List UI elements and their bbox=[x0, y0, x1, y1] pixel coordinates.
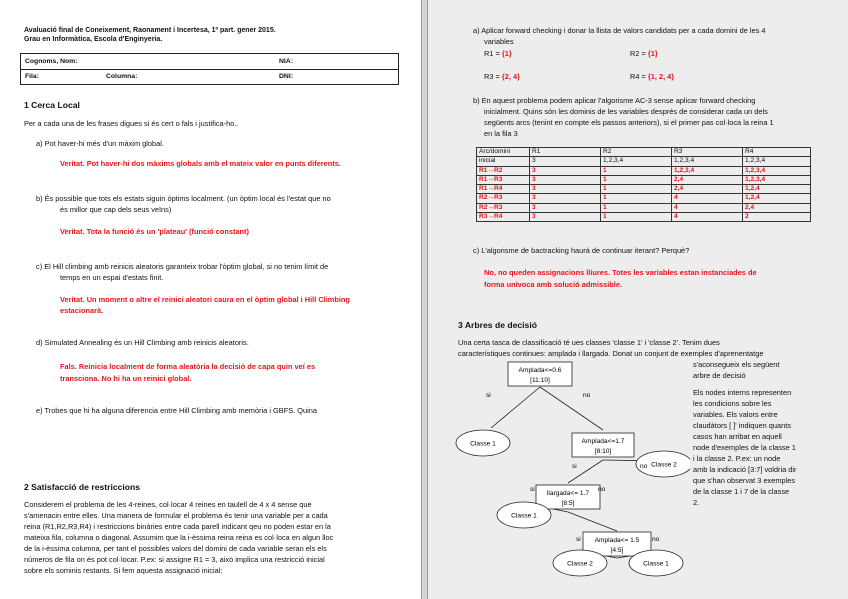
n3-condition: llargada<= 1.7 bbox=[546, 490, 590, 497]
edge-label-no: no bbox=[583, 392, 591, 399]
question-1c-line2: temps en un espai d'estats finit. bbox=[60, 273, 164, 282]
answer-1a: Veritat. Pot haver-hi dos màxims globals amb el mateix valor en punts diferents. bbox=[60, 159, 341, 168]
section3-intro-line4: arbre de decisió bbox=[693, 371, 746, 380]
r3-value: {2, 4} bbox=[501, 72, 520, 81]
r2-value: {1} bbox=[647, 49, 658, 58]
question-2b-line2: inicialment. Quins són les dominis de les variables després de considerar cada un dels bbox=[484, 107, 768, 116]
section2-line6: números de fila on és pot col·locar. P.ex: si assigne R1 = 3, això implica una restricció inicial bbox=[24, 555, 325, 564]
edge-label-yes: si bbox=[530, 486, 535, 493]
r2-domain bbox=[630, 49, 658, 59]
tree-desc-line: variables. Els valors entre bbox=[693, 410, 778, 419]
table-cell: inicial bbox=[477, 157, 530, 166]
ac3-table bbox=[476, 147, 811, 222]
exam-subtitle: Grau en Informàtica, Escola d'Enginyeria. bbox=[24, 36, 163, 43]
leaf5-label: Classe 1 bbox=[643, 560, 669, 568]
edge-label-no: no bbox=[598, 486, 606, 493]
edge-label-yes: si bbox=[572, 463, 577, 470]
box-divider bbox=[21, 69, 398, 70]
table-row bbox=[477, 175, 811, 184]
r3-label: R3 = bbox=[484, 72, 502, 81]
leaf1-label: Classe 1 bbox=[470, 440, 496, 448]
tree-desc-line: de la classe 1 i 7 de la classe bbox=[693, 487, 790, 496]
section1-intro: Per a cada una de les frases digues si és cert o fals i justifica-ho.. bbox=[24, 119, 239, 128]
table-cell: 3 bbox=[530, 194, 601, 203]
edge-label-no: no bbox=[652, 536, 660, 543]
table-cell: 2,4 bbox=[743, 203, 811, 212]
table-row bbox=[477, 185, 811, 194]
question-1b-line1: b) És possible que tots els estats siguin òptims localment. (un òptim local és l'estat que no bbox=[36, 194, 331, 203]
name-field-label: Cognoms, Nom: bbox=[25, 58, 78, 65]
tree-desc-line: node d'exemples de la classe 1 bbox=[693, 443, 796, 452]
table-header-cell: Arc/domini bbox=[477, 148, 530, 157]
root-counts: [11:10] bbox=[530, 377, 550, 384]
edge-n3-n4 bbox=[568, 512, 617, 531]
table-cell: 3 bbox=[530, 175, 601, 184]
table-cell: 1,2,3,4 bbox=[672, 166, 743, 175]
question-1c-line1: c) El Hill climbing amb reinicis aleatoris garanteix trobar l'òptim global, si no tenim límit de bbox=[36, 262, 329, 271]
n2-counts: [8:10] bbox=[594, 448, 612, 455]
n4-counts: [4:5] bbox=[610, 547, 624, 554]
question-2a-line1: a) Aplicar forward checking i donar la llista de valors candidats per a cada domini de les 4 bbox=[473, 26, 766, 35]
exam-title: Avaluació final de Coneixement, Raonament i Incertesa, 1º part. gener 2015. bbox=[24, 27, 276, 34]
table-cell: 1 bbox=[601, 166, 672, 175]
table-cell: 4 bbox=[672, 213, 743, 222]
section3-intro-line2: característiques continues: amplada i llargada. Donat un conjunt de exemples d'aprenentatge bbox=[458, 349, 764, 358]
tree-desc-line: amb la indicació [3:7] voldria dir bbox=[693, 465, 797, 474]
answer-1d-line1: Fals. Reinicia localment de forma aleatòria la decisió de capa quin veí es bbox=[60, 362, 316, 371]
question-2a-line2: variables bbox=[484, 37, 514, 46]
section2-line3: reina (R1,R2,R3,R4) i restriccions binàries entre cada parell indicant qeu no poden estar en la bbox=[24, 522, 331, 531]
table-cell: 2,4 bbox=[672, 185, 743, 194]
tree-desc-line: les condicions sobre les bbox=[693, 399, 772, 408]
table-row bbox=[477, 166, 811, 175]
question-2b-line3: següents arcs (tenint en compte els passos anteriors), si el primer pas col·loca la reina 1 bbox=[484, 118, 774, 127]
table-cell: 1 bbox=[601, 175, 672, 184]
left-page bbox=[0, 0, 421, 599]
leaf2-label: Classe 2 bbox=[651, 461, 677, 469]
table-cell: 1,2,3,4 bbox=[743, 175, 811, 184]
table-cell: 1 bbox=[601, 194, 672, 203]
tree-desc-line: 2. bbox=[693, 498, 700, 507]
table-cell: 4 bbox=[672, 194, 743, 203]
table-cell: 1,2,3,4 bbox=[601, 157, 672, 166]
table-cell: 1 bbox=[601, 213, 672, 222]
answer-1c-line2: estacionarà. bbox=[60, 306, 104, 315]
tree-desc-line: que s'han observat 3 exemples bbox=[693, 476, 796, 485]
row-field-label: Fila: bbox=[25, 73, 39, 80]
question-1b-line2: és millor que cap dels seus veïns) bbox=[60, 205, 172, 214]
section3-title: 3 Arbres de decisió bbox=[458, 320, 537, 330]
r1-value: {1} bbox=[501, 49, 512, 58]
r4-label: R4 = bbox=[630, 72, 648, 81]
section2-line5: de la i-èssima columna, per tant el possibles valors del domini de cada variable seran els els bbox=[24, 544, 327, 553]
column-field-label: Columna: bbox=[106, 73, 138, 80]
leaf3-label: Classe 1 bbox=[511, 512, 537, 520]
root-condition: Amplada<=0.6 bbox=[518, 367, 562, 374]
answer-2c-line1: No, no queden assignacions lliures. Totes les variables estan instanciades de bbox=[484, 268, 757, 277]
table-cell: 3 bbox=[530, 213, 601, 222]
edge-label-no: no bbox=[640, 463, 648, 470]
table-cell: 3 bbox=[530, 185, 601, 194]
table-cell: R2→R3 bbox=[477, 194, 530, 203]
table-cell: 1 bbox=[601, 203, 672, 212]
table-row bbox=[477, 194, 811, 203]
edge-root-leaf1 bbox=[491, 387, 540, 428]
table-cell: R1→R4 bbox=[477, 185, 530, 194]
table-cell: 1,2,3,4 bbox=[743, 157, 811, 166]
table-row bbox=[477, 203, 811, 212]
section2-line4: mateixa fila, columna o diagonal. Assumim que la i-èssima reina reina es col·loca en algun lloc bbox=[24, 533, 334, 542]
table-cell: 2 bbox=[743, 213, 811, 222]
edge-root-n2 bbox=[540, 387, 603, 430]
r1-label: R1 = bbox=[484, 49, 502, 58]
r2-label: R2 = bbox=[630, 49, 648, 58]
table-cell: 1,2,3,4 bbox=[743, 166, 811, 175]
question-1d: d) Simulated Annealing és un Hill Climbing amb reinicis aleatoris. bbox=[36, 338, 249, 347]
tree-desc-line: casos han arribat en aquell bbox=[693, 432, 782, 441]
n4-condition: Amplada<= 1.5 bbox=[594, 537, 640, 544]
table-cell: R2→R3 bbox=[477, 203, 530, 212]
n2-condition: Amplada<=1.7 bbox=[581, 438, 625, 445]
r4-domain bbox=[630, 72, 674, 82]
question-1a: a) Pot haver-hi més d'un màxim global. bbox=[36, 139, 164, 148]
section1-title: 1 Cerca Local bbox=[24, 100, 80, 110]
table-row bbox=[477, 157, 811, 166]
table-header-cell: R2 bbox=[601, 148, 672, 157]
table-header-cell: R1 bbox=[530, 148, 601, 157]
student-id-box bbox=[20, 53, 399, 85]
nia-field-label: NIA: bbox=[279, 58, 293, 65]
table-header-cell: R3 bbox=[672, 148, 743, 157]
section3-intro-line1: Una certa tasca de classificació té ues classes 'classe 1' i 'classe 2'. Tenim dues bbox=[458, 338, 720, 347]
table-cell: 3 bbox=[530, 166, 601, 175]
section2-line7: sobre els sominis restants. Si fem aquesta assignació inicial: bbox=[24, 566, 223, 575]
section2-line2: s'amenacin entre elles. Una manera de formular el problema és tenir una variable per a cada bbox=[24, 511, 328, 520]
table-cell: 1 bbox=[601, 185, 672, 194]
section2-title: 2 Satisfacció de restriccions bbox=[24, 482, 141, 492]
question-2b-line4: en la fila 3 bbox=[484, 129, 518, 138]
tree-desc-line: claudàtors [ ]' indiquen quants bbox=[693, 421, 791, 430]
table-row bbox=[477, 213, 811, 222]
question-1e: e) Trobes que hi ha alguna diferencia entre Hill Climbing amb memòria i GBFS. Quina bbox=[36, 406, 317, 415]
tree-desc-line: i la classe 2. P.ex: un node bbox=[693, 454, 781, 463]
page-gutter bbox=[421, 0, 428, 599]
n3-counts: [8:5] bbox=[561, 500, 575, 507]
r3-domain bbox=[484, 72, 520, 82]
edge-label-yes: si bbox=[576, 536, 581, 543]
table-cell: 3 bbox=[530, 157, 601, 166]
section2-line1: Considerem el problema de les 4-reines, col·locar 4 reines en taulell de 4 x 4 sense que bbox=[24, 500, 312, 509]
table-cell: 4 bbox=[672, 203, 743, 212]
decision-tree bbox=[440, 355, 690, 585]
r4-value: {1, 2, 4} bbox=[647, 72, 675, 81]
table-cell: 3 bbox=[530, 203, 601, 212]
leaf4-label: Classe 2 bbox=[567, 560, 593, 568]
answer-1d-line2: transciona. No hi ha un reinici global. bbox=[60, 374, 192, 383]
section3-intro-line3: s'aconsegueix els següent bbox=[693, 360, 780, 369]
answer-1b: Veritat. Tota la funció és un 'plateau' (funció constant) bbox=[60, 227, 249, 236]
table-cell: 1,2,4 bbox=[743, 194, 811, 203]
table-cell: 1,2,3,4 bbox=[672, 157, 743, 166]
tree-desc-line: Els nodes interns representen bbox=[693, 388, 792, 397]
dni-field-label: DNI: bbox=[279, 73, 293, 80]
answer-2c-line2: forma unívoca amb solució admissible. bbox=[484, 280, 622, 289]
table-cell: 1,2,4 bbox=[743, 185, 811, 194]
table-cell: R3→R4 bbox=[477, 213, 530, 222]
table-header-cell: R4 bbox=[743, 148, 811, 157]
table-header-row bbox=[477, 148, 811, 157]
table-cell: R1→R2 bbox=[477, 166, 530, 175]
r1-domain bbox=[484, 49, 512, 59]
question-2c: c) L'algorisme de bactracking haurà de continuar iterant? Perquè? bbox=[473, 246, 690, 255]
edge-label-yes: si bbox=[486, 392, 491, 399]
table-cell: 2,4 bbox=[672, 175, 743, 184]
answer-1c-line1: Veritat. Un moment o altre el reinici aleatori caura en el òptim global i Hill Climbing bbox=[60, 295, 350, 304]
table-cell: R1→R3 bbox=[477, 175, 530, 184]
question-2b-line1: b) En aquest problema podem aplicar l'algorisme AC-3 sense aplicar forward checking bbox=[473, 96, 756, 105]
